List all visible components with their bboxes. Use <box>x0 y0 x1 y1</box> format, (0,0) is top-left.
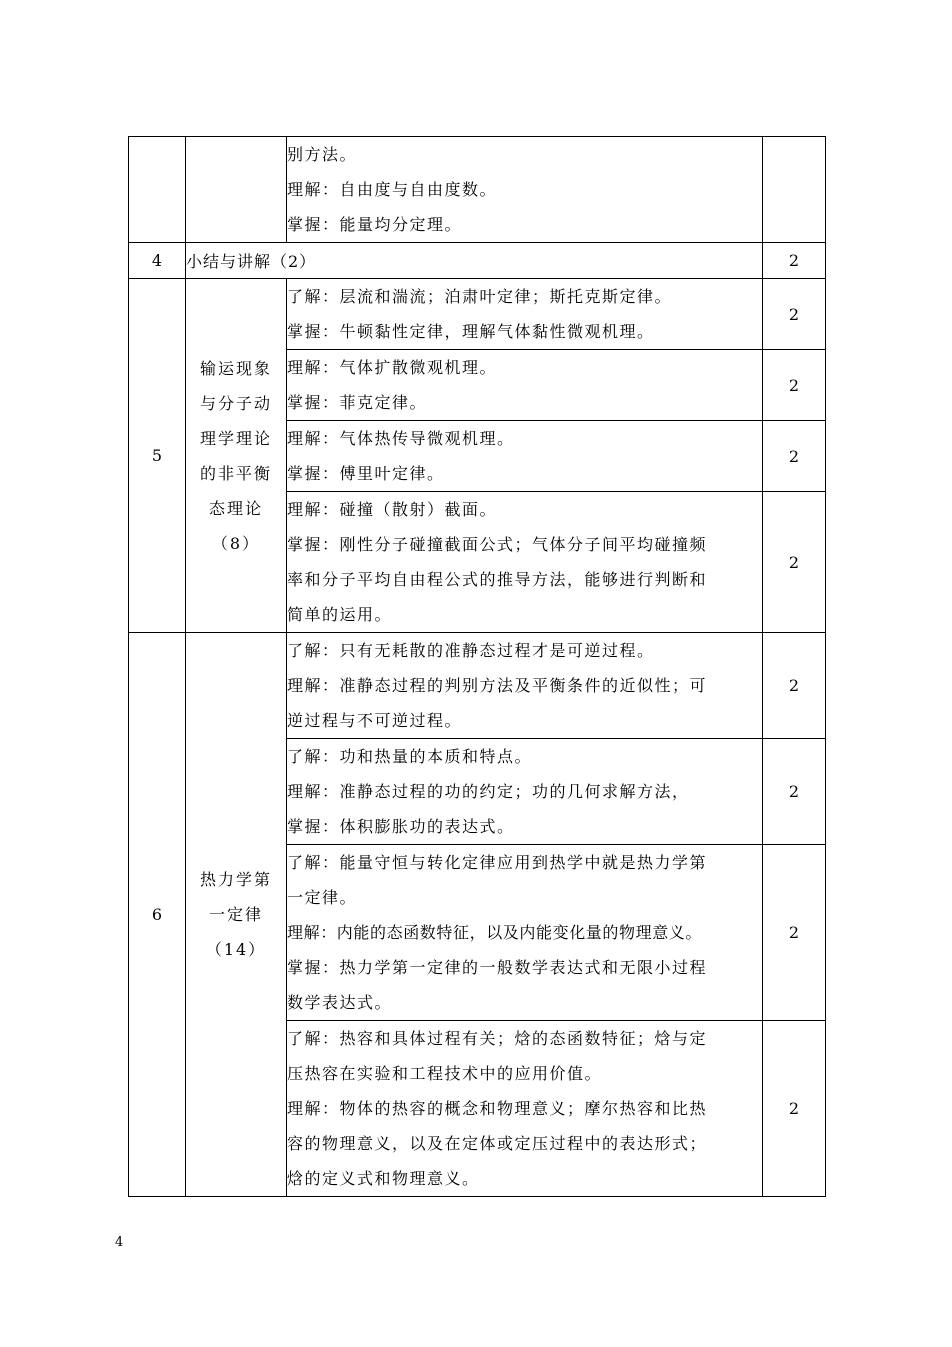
content-cell <box>287 739 763 845</box>
row-number-cell <box>129 137 186 243</box>
content-line: 理解：碰撞（散射）截面。 <box>287 500 498 519</box>
content-line: 数学表达式。 <box>287 993 393 1012</box>
hours-cell: 2 <box>763 1021 826 1197</box>
table-row <box>129 633 826 739</box>
content-line: 理解：准静态过程的判别方法及平衡条件的近似性；可 <box>287 676 708 695</box>
content-line: 简单的运用。 <box>287 605 393 624</box>
topic-line: （14） <box>205 940 267 959</box>
content-line: 别方法。 <box>287 145 358 164</box>
content-cell <box>287 1021 763 1197</box>
hours-cell: 2 <box>763 845 826 1021</box>
topic-line: 热力学第 <box>199 870 272 889</box>
topic-line: （8） <box>211 533 261 553</box>
row-number: 5 <box>129 279 186 633</box>
content-cell <box>287 421 763 492</box>
topic-cell <box>186 279 287 633</box>
hours-cell: 2 <box>763 279 826 350</box>
content-line: 理解：物体的热容的概念和物理意义；摩尔热容和比热 <box>287 1099 708 1118</box>
content-line: 理解：准静态过程的功的约定；功的几何求解方法， <box>287 782 690 801</box>
content-line: 容的物理意义，以及在定体或定压过程中的表达形式； <box>287 1134 708 1153</box>
content-line: 掌握：菲克定律。 <box>287 393 428 412</box>
content-cell <box>287 279 763 350</box>
topic-line: 输运现象 <box>199 358 272 378</box>
table-row <box>129 137 826 243</box>
hours-cell: 2 <box>763 739 826 845</box>
summary-cell: 小结与讲解（2） <box>186 243 763 279</box>
topic-line: 态理论 <box>208 498 263 518</box>
content-cell <box>287 137 763 243</box>
hours-cell: 2 <box>763 350 826 421</box>
content-line: 理解：内能的态函数特征，以及内能变化量的物理意义。 <box>287 923 703 942</box>
content-line: 理解：气体热传导微观机理。 <box>287 429 515 448</box>
table-row <box>129 279 826 350</box>
hours-cell: 2 <box>763 243 826 279</box>
hours-cell <box>763 137 826 243</box>
content-cell <box>287 492 763 633</box>
hours-cell: 2 <box>763 492 826 633</box>
topic-line: 与分子动 <box>199 393 272 413</box>
topic-line: 一定律 <box>208 905 263 924</box>
table-row <box>129 243 826 279</box>
topic-cell <box>186 137 287 243</box>
content-line: 掌握：热力学第一定律的一般数学表达式和无限小过程 <box>287 958 708 977</box>
content-line: 了解：功和热量的本质和特点。 <box>287 747 533 766</box>
topic-line: 的非平衡 <box>199 463 272 483</box>
syllabus-table <box>128 136 826 1197</box>
topic-cell <box>186 633 287 1197</box>
content-line: 了解：只有无耗散的准静态过程才是可逆过程。 <box>287 641 655 660</box>
content-line: 了解：能量守恒与转化定律应用到热学中就是热力学第 <box>287 853 708 872</box>
content-cell <box>287 845 763 1021</box>
content-cell <box>287 633 763 739</box>
content-line: 率和分子平均自由程公式的推导方法，能够进行判断和 <box>287 570 708 589</box>
page-number: 4 <box>115 1235 124 1250</box>
hours-cell: 2 <box>763 421 826 492</box>
topic-line: 理学理论 <box>199 428 272 448</box>
content-line: 一定律。 <box>287 888 358 907</box>
content-line: 掌握：刚性分子碰撞截面公式；气体分子间平均碰撞频 <box>287 535 708 554</box>
row-number: 4 <box>129 243 186 279</box>
content-line: 掌握：傅里叶定律。 <box>287 464 445 483</box>
content-line: 焓的定义式和物理意义。 <box>287 1169 480 1188</box>
content-line: 理解：自由度与自由度数。 <box>287 180 498 199</box>
content-line: 掌握：能量均分定理。 <box>287 215 463 234</box>
content-line: 掌握：体积膨胀功的表达式。 <box>287 817 515 836</box>
content-line: 掌握：牛顿黏性定律，理解气体黏性微观机理。 <box>287 322 655 341</box>
content-line: 理解：气体扩散微观机理。 <box>287 358 498 377</box>
hours-cell: 2 <box>763 633 826 739</box>
content-line: 逆过程与不可逆过程。 <box>287 711 463 730</box>
content-line: 了解：层流和湍流；泊肃叶定律；斯托克斯定律。 <box>287 287 673 306</box>
content-line: 了解：热容和具体过程有关；焓的态函数特征；焓与定 <box>287 1029 708 1048</box>
content-cell <box>287 350 763 421</box>
row-number: 6 <box>129 633 186 1197</box>
content-line: 压热容在实验和工程技术中的应用价值。 <box>287 1064 603 1083</box>
